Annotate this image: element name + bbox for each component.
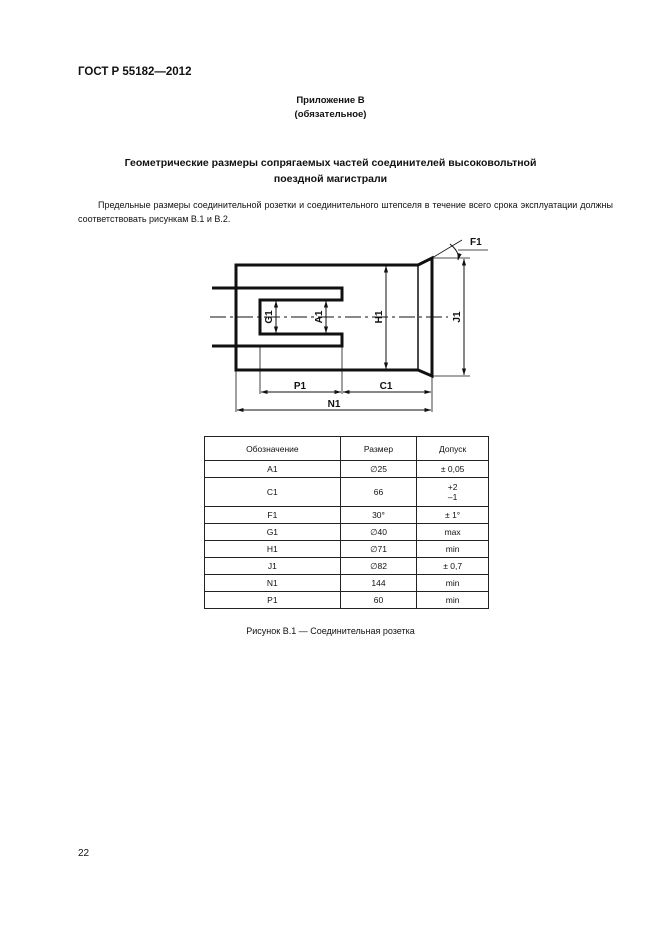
table-row: F1 30° ± 1° [205, 507, 489, 524]
label-p1: P1 [293, 381, 307, 392]
table-row: P1 60 min [205, 592, 489, 609]
section-title-line1: Геометрические размеры сопрягаемых частей соединителей высоковольтной [124, 157, 537, 169]
table-row: H1 ∅71 min [205, 541, 489, 558]
section-title-line2: поездной магистрали [273, 173, 388, 185]
label-h1: H1 [374, 310, 385, 324]
annex-title: Приложение В [296, 95, 365, 106]
label-a1: A1 [314, 310, 325, 324]
label-n1: N1 [327, 399, 341, 410]
table-row: J1 ∅82 ± 0,7 [205, 558, 489, 575]
header-size: Размер [340, 437, 417, 461]
figure-caption: Рисунок В.1 — Соединительная розетка [246, 626, 415, 636]
table-header-row [205, 437, 489, 461]
label-g1: G1 [264, 310, 275, 324]
table-row: C1 66 +2 –1 [205, 478, 489, 507]
annex-status: (обязательное) [294, 109, 367, 120]
page-number: 22 [78, 848, 90, 859]
document-header: ГОСТ Р 55182—2012 [78, 66, 192, 78]
label-c1: C1 [379, 381, 393, 392]
label-f1: F1 [470, 237, 482, 248]
table-row: N1 144 min [205, 575, 489, 592]
table-row: A1 ∅25 ± 0,05 [205, 461, 489, 478]
table-row: G1 ∅40 max [205, 524, 489, 541]
dimensions-table [204, 436, 489, 609]
header-tolerance: Допуск [417, 437, 489, 461]
header-designation: Обозначение [205, 437, 341, 461]
body-paragraph: Предельные размеры соединительной розетки и соединительного штепселя в течение всего срока эксплуатации должны соответствовать рисункам В.1 и В.2. [78, 200, 613, 224]
label-j1: J1 [452, 311, 463, 323]
dimension-arrows [237, 244, 488, 410]
tolerance-stacked: +2 –1 [417, 478, 489, 507]
